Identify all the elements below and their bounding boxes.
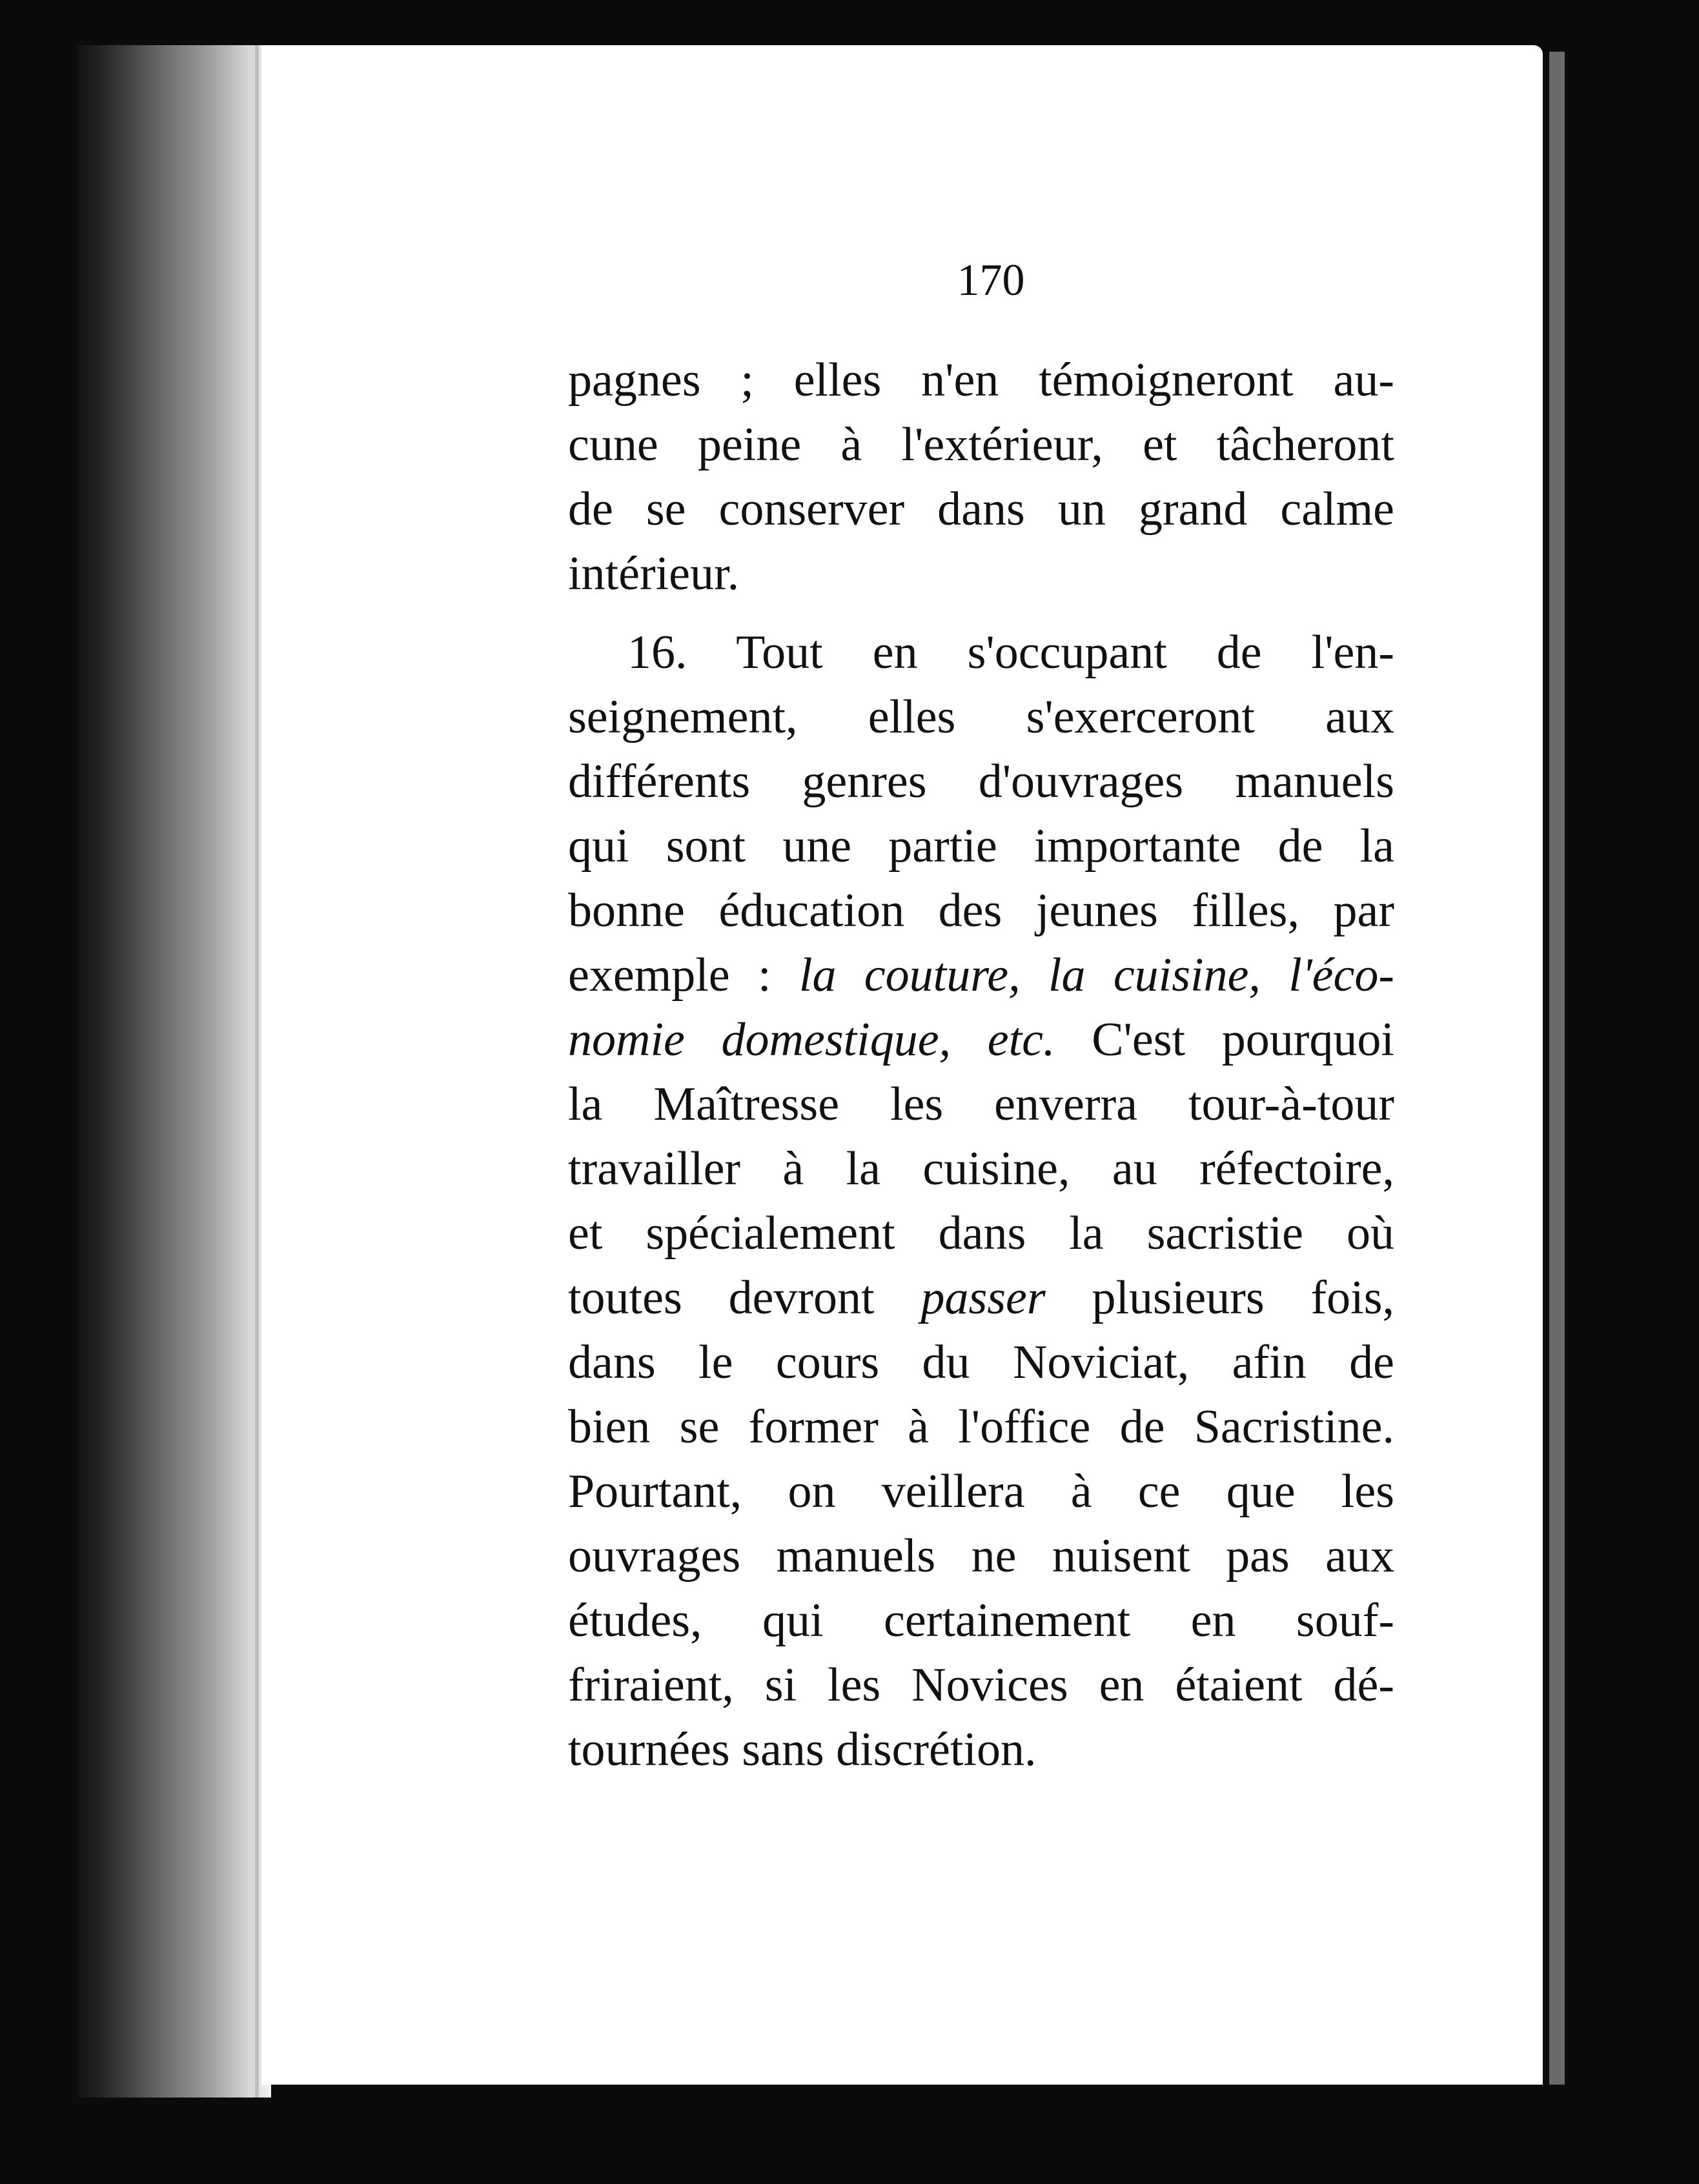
text-line: tournées sans discrétion.: [568, 1723, 1037, 1776]
text-line: intérieur.: [568, 547, 740, 600]
text-line: études, qui certainement en souf-: [568, 1594, 1394, 1647]
paragraph-start-line: 16. Tout en s'occupant de l'en-: [627, 626, 1394, 679]
text-line: ouvrages manuels ne nuisent pas aux: [568, 1530, 1394, 1582]
text-run: plusieurs fois,: [1045, 1271, 1395, 1324]
text-line: pagnes ; elles n'en témoigneront au-: [568, 354, 1394, 407]
text-line: la Maîtresse les enverra tour-à-tour: [568, 1078, 1394, 1131]
text-line: bonne éducation des jeunes filles, par: [568, 884, 1394, 937]
text-line: dans le cours du Noviciat, afin de: [568, 1336, 1394, 1389]
text-line: travailler à la cuisine, au réfectoire,: [568, 1142, 1394, 1195]
text-line: cune peine à l'extérieur, et tâcheront: [568, 418, 1394, 471]
page-edge-line: [249, 45, 254, 2098]
facing-page-edge: [1549, 52, 1565, 2085]
text-run: exemple :: [568, 949, 799, 1002]
page-edge-line: [255, 45, 259, 2098]
text-line: [568, 1008, 1394, 1073]
text-line: Pourtant, on veillera à ce que les: [568, 1465, 1394, 1518]
text-line: friraient, si les Novices en étaient dé-: [568, 1659, 1394, 1712]
text-run: C'est pourquoi: [1055, 1013, 1394, 1066]
text-line: seignement, elles s'exerceront aux: [568, 691, 1394, 743]
text-line: qui sont une partie importante de la: [568, 820, 1394, 873]
text-line: [568, 1266, 1394, 1331]
text-line: bien se former à l'office de Sacristine.: [568, 1400, 1394, 1453]
text-line: de se conserver dans un grand calme: [568, 483, 1394, 536]
text-line: différents genres d'ouvrages manuels: [568, 755, 1394, 808]
page-number: 170: [957, 256, 1025, 305]
text-line: [568, 944, 1394, 1008]
italic-text: nomie domestique, etc.: [568, 1013, 1055, 1066]
italic-text: passer: [921, 1271, 1046, 1324]
body-text: [568, 349, 1394, 1783]
italic-text: la couture, la cuisine, l'éco-: [799, 949, 1394, 1002]
text-line: et spécialement dans la sacristie où: [568, 1207, 1394, 1260]
text-run: toutes devront: [568, 1271, 921, 1324]
book-page-stack: [77, 45, 271, 2098]
